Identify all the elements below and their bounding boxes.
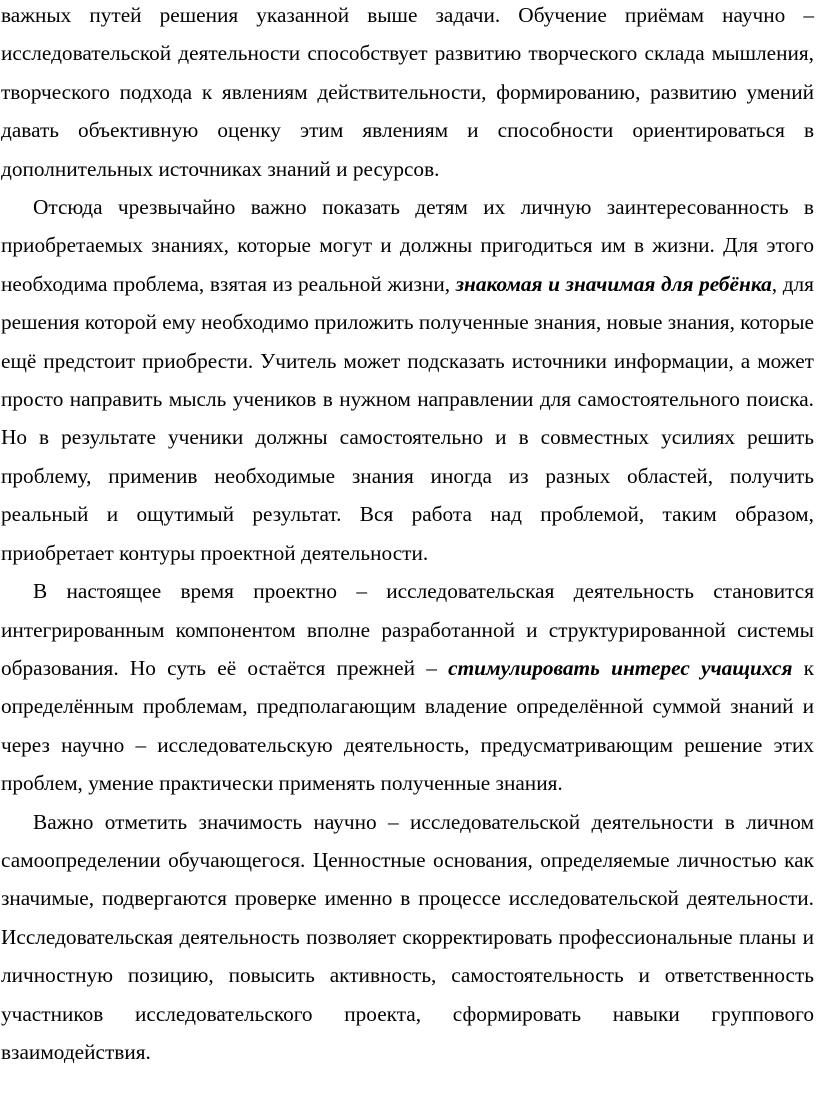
paragraph-3-text-end: к определённым проблемам, предполагающим владение определённой суммой знаний и через научно – исследовательскую деятельность, предусматривающим решение этих проблем, умение практически применять полученные знания.	[1, 655, 815, 796]
paragraph-3	[1, 572, 814, 802]
paragraph-2-text-end: , для решения которой ему необходимо приложить полученные знания, новые знания, которые ещё предстоит приобрести. Учитель может подсказать источники информации, а может просто направить мысль учеников в нужном направлении для самостоятельного поиска. Но в результате ученики должны самостоятельно и в совместных усилиях решить проблему, применив необходимые знания иногда из разных областей, получить реальный и ощутимый результат. Вся работа над проблемой, таким образом, приобретает контуры проектной деятельности.	[1, 271, 814, 565]
paragraph-4	[1, 803, 814, 1072]
paragraph-2-emphasis: знакомая и значимая для ребёнка	[455, 271, 772, 296]
paragraph-3-emphasis: стимулировать интерес учащихся	[448, 655, 793, 680]
paragraph-1-text: важных путей решения указанной выше задачи. Обучение приёмам научно – исследовательской деятельности способствует развитию творческого склада мышления, творческого подхода к явлениям действительности, формированию, развитию умений давать объективную оценку этим явлениям и способности ориентироваться в дополнительных источниках знаний и ресурсов.	[1, 3, 814, 181]
paragraph-3-text-start: В настоящее время проектно – исследовательская деятельность становится интегрированным компонентом вполне разработанной и структурированной системы образования. Но суть её остаётся прежней –	[1, 579, 814, 680]
paragraph-4-text: Важно отметить значимость научно – исследовательской деятельности в личном самоопределении обучающегося. Ценностные основания, определяемые личностью как значимые, подвергаются проверке именно в процессе исследовательской деятельности. Исследовательская деятельность позволяет скорректировать профессиональные планы и личностную позицию, повысить активность, самостоятельность и ответственность участников исследовательского проекта, сформировать навыки группового взаимодействия.	[1, 809, 814, 1064]
paragraph-2	[1, 188, 814, 572]
paragraph-2-text-start: Отсюда чрезвычайно важно показать детям их личную заинтересованность в приобретаемых знаниях, которые могут и должны пригодиться им в жизни. Для этого необходима проблема, взятая из реальной жизни,	[1, 195, 814, 296]
paragraph-1	[1, 0, 814, 188]
